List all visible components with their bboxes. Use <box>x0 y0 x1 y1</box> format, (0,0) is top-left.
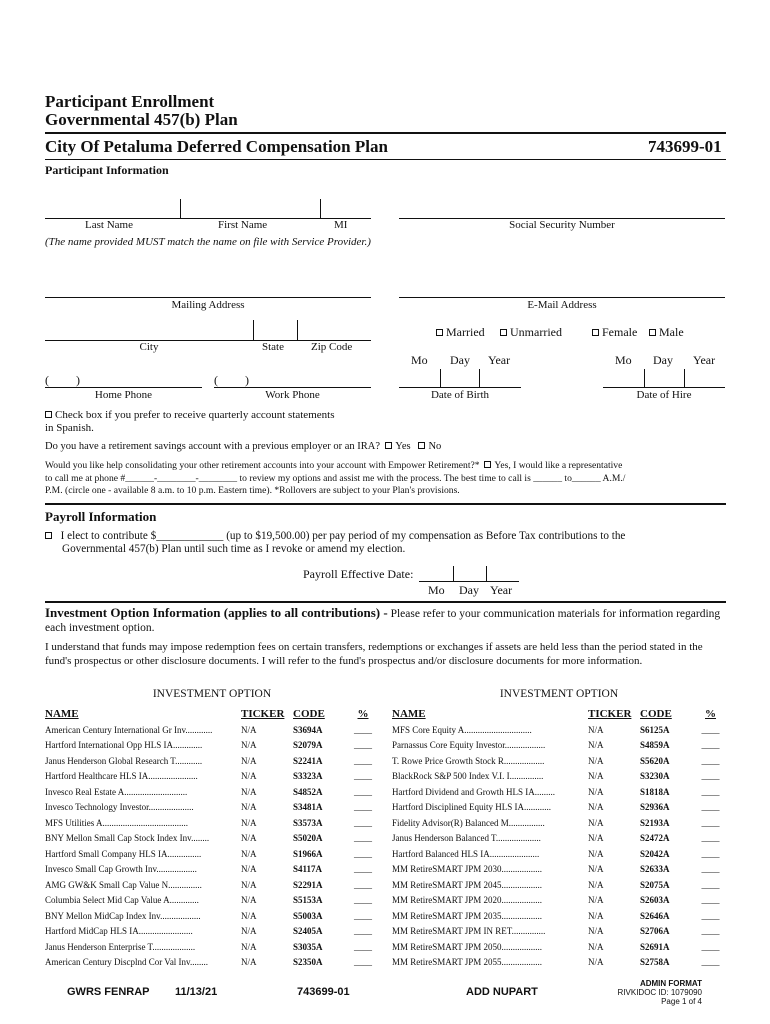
fund-code: S2758A <box>640 957 670 968</box>
consolidate-block <box>45 460 730 498</box>
fund-percent-input[interactable]: ____ <box>354 864 372 875</box>
table-row <box>392 955 726 971</box>
effective-year-label: Year <box>490 583 513 597</box>
fund-ticker: N/A <box>588 864 604 875</box>
fund-ticker: N/A <box>241 755 257 766</box>
table-row <box>392 769 726 785</box>
effective-date-divider <box>486 566 487 581</box>
fund-ticker: N/A <box>588 957 604 968</box>
fund-name: MM RetireSMART JPM 2020.................. <box>392 895 543 906</box>
consolidate-yes-label: Yes, I would like a representative <box>494 460 623 471</box>
fund-code: S2193A <box>640 817 670 828</box>
fund-code: S2691A <box>640 941 670 952</box>
fund-percent-input[interactable]: ____ <box>354 724 372 735</box>
effective-mo-label: Mo <box>428 583 445 597</box>
dob-divider <box>440 369 441 387</box>
fund-code: S5153A <box>293 895 323 906</box>
fund-ticker: N/A <box>241 926 257 937</box>
state-divider <box>297 320 298 340</box>
mailing-address-label: Mailing Address <box>171 299 245 311</box>
spanish-checkbox[interactable] <box>45 411 52 418</box>
fund-ticker: N/A <box>588 802 604 813</box>
consolidate-question: Would you like help consolidating your other retirement accounts into your account with Empower Retirement?* <box>45 460 480 471</box>
dob-day-label: Day <box>450 353 470 367</box>
contribute-text-2: Governmental 457(b) Plan until such time as I revoke or amend my election. <box>62 543 406 555</box>
fund-code: S2075A <box>640 879 670 890</box>
fund-name: Hartford Small Company HLS IA............... <box>45 848 202 859</box>
footer-admin-format: ADMIN FORMAT <box>639 979 702 988</box>
fund-name: BNY Mellon MidCap Index Inv.................. <box>45 910 201 921</box>
fund-code: S2241A <box>293 755 323 766</box>
fund-ticker: N/A <box>241 786 257 797</box>
fund-name: Hartford Disciplined Equity HLS IA............ <box>392 802 551 813</box>
fund-percent-input[interactable]: ____ <box>701 879 720 890</box>
last-name-label: Last Name <box>85 219 133 231</box>
table-row <box>45 784 378 800</box>
fund-percent-input[interactable]: ____ <box>701 910 720 921</box>
fund-percent-input[interactable]: ____ <box>354 895 372 906</box>
contribute-text: I elect to contribute $____________ (up to $19,500.00) per pay period of my compensation as Before Tax contributions to the <box>60 530 626 542</box>
fund-percent-input[interactable]: ____ <box>354 740 372 751</box>
dob-label: Date of Birth <box>430 389 490 401</box>
fund-percent-input[interactable]: ____ <box>701 724 720 735</box>
col-pct: % <box>705 708 716 720</box>
table-row <box>45 893 378 909</box>
married-option[interactable] <box>436 325 485 340</box>
footer-doc-id: RIVKIDOC ID: 1079090 <box>617 988 702 997</box>
fund-code: S2936A <box>640 802 670 813</box>
spanish-option[interactable] <box>45 409 335 435</box>
married-checkbox[interactable] <box>436 329 443 336</box>
fund-name: American Century International Gr Inv............ <box>45 724 213 735</box>
work-phone-label: Work Phone <box>265 389 320 401</box>
table-row <box>392 738 726 754</box>
fund-name: Invesco Technology Investor.................... <box>45 802 194 813</box>
doh-line[interactable] <box>603 387 725 388</box>
fund-ticker: N/A <box>588 817 604 828</box>
table-row <box>45 722 378 738</box>
ira-question: Do you have a retirement savings account with a previous employer or an IRA? <box>45 441 381 452</box>
col-code: CODE <box>640 708 672 720</box>
fund-percent-input[interactable]: ____ <box>701 895 720 906</box>
fund-code: S1966A <box>293 848 323 859</box>
fund-code: S5003A <box>293 910 323 921</box>
home-phone-label: Home Phone <box>94 389 153 401</box>
dob-line[interactable] <box>399 387 521 388</box>
fund-ticker: N/A <box>588 833 604 844</box>
fund-code: S1818A <box>640 786 670 797</box>
effective-date-label: Payroll Effective Date: <box>303 567 414 581</box>
table-row <box>392 846 726 862</box>
table-row <box>392 893 726 909</box>
ira-no-checkbox[interactable] <box>418 442 425 449</box>
fund-code: S3035A <box>293 941 323 952</box>
fund-ticker: N/A <box>241 957 257 968</box>
state-label: State <box>262 341 284 353</box>
fund-code: S5020A <box>293 833 323 844</box>
fund-percent-input[interactable]: ____ <box>701 771 720 782</box>
investment-rule <box>45 601 726 603</box>
effective-date-line[interactable] <box>419 581 519 582</box>
fund-percent-input[interactable]: ____ <box>354 755 372 766</box>
ira-yes-label: Yes <box>395 441 411 452</box>
fund-percent-input[interactable]: ____ <box>354 833 372 844</box>
home-phone-area-code[interactable]: ( ) <box>45 373 80 387</box>
fund-code: S3481A <box>293 802 323 813</box>
email-label: E-Mail Address <box>527 299 597 311</box>
plan-rule <box>45 159 726 160</box>
fund-percent-input[interactable]: ____ <box>701 848 720 859</box>
fund-name: MFS Utilities A...................................... <box>45 817 189 828</box>
table-row <box>45 877 378 893</box>
female-checkbox[interactable] <box>592 329 599 336</box>
fund-percent-input[interactable]: ____ <box>354 926 372 937</box>
fund-ticker: N/A <box>241 802 257 813</box>
fund-ticker: N/A <box>241 833 257 844</box>
footer-page-number: Page 1 of 4 <box>661 997 702 1006</box>
fund-code: S2079A <box>293 740 323 751</box>
table-row <box>45 908 378 924</box>
fund-ticker: N/A <box>241 771 257 782</box>
col-code: CODE <box>293 708 325 720</box>
fund-name: BNY Mellon Small Cap Stock Index Inv........ <box>45 833 210 844</box>
table-row <box>392 908 726 924</box>
fund-percent-input[interactable]: ____ <box>354 771 372 782</box>
fund-name: American Century Discplnd Cor Val Inv........ <box>45 957 208 968</box>
fund-ticker: N/A <box>588 941 604 952</box>
fund-code: S2646A <box>640 910 670 921</box>
fund-ticker: N/A <box>241 817 257 828</box>
fund-name: Invesco Real Estate A............................ <box>45 786 188 797</box>
table-row <box>45 939 378 955</box>
fund-ticker: N/A <box>241 740 257 751</box>
fund-percent-input[interactable]: ____ <box>354 848 372 859</box>
fund-code: S2405A <box>293 926 323 937</box>
work-phone-line[interactable] <box>214 387 371 388</box>
table-row <box>45 924 378 940</box>
unmarried-option[interactable] <box>500 325 562 340</box>
fund-name: Hartford MidCap HLS IA........................ <box>45 926 193 937</box>
form-subtitle: Governmental 457(b) Plan <box>45 110 238 129</box>
consolidate-yes-checkbox[interactable] <box>484 461 491 468</box>
table-row <box>45 846 378 862</box>
unmarried-label: Unmarried <box>510 325 562 339</box>
fund-name: MM RetireSMART JPM 2050.................. <box>392 941 543 952</box>
fund-ticker: N/A <box>241 724 257 735</box>
fund-code: S2472A <box>640 833 670 844</box>
investment-table-left <box>45 706 378 970</box>
fund-code: S2603A <box>640 895 670 906</box>
fund-name: BlackRock S&P 500 Index V.I. I............... <box>392 771 544 782</box>
fund-code: S3573A <box>293 817 323 828</box>
fund-code: S3323A <box>293 771 323 782</box>
table-row <box>45 753 378 769</box>
fund-ticker: N/A <box>588 786 604 797</box>
footer-plan-number: 743699-01 <box>297 986 350 998</box>
work-phone-area-code[interactable]: ( ) <box>214 373 249 387</box>
fund-percent-input[interactable]: ____ <box>354 957 372 968</box>
fund-name: Janus Henderson Balanced T.................... <box>392 833 541 844</box>
fund-percent-input[interactable]: ____ <box>701 802 720 813</box>
consolidate-phone-line[interactable]: to call me at phone #______-________-________ to review my options and assist me with the process. The best time to call is ______ to______ A.M./ <box>45 472 626 484</box>
zip-label: Zip Code <box>311 341 353 353</box>
plan-name: City Of Petaluma Deferred Compensation Plan <box>45 137 388 156</box>
fund-code: S3230A <box>640 771 670 782</box>
fund-code: S3694A <box>293 724 323 735</box>
participant-section-title: Participant Information <box>45 163 169 177</box>
mi-label: MI <box>334 219 348 231</box>
fund-ticker: N/A <box>241 864 257 875</box>
right-table-title: INVESTMENT OPTION <box>499 688 619 700</box>
name-note: (The name provided MUST match the name on file with Service Provider.) <box>45 236 371 248</box>
fees-note: I understand that funds may impose redemption fees on certain transfers, redemptions or exchanges if assets are held less than the period stated in the fund's prospectus or other disclosure documents. I will refer to the fund's prospectus and/or disclosure documents for more information. <box>45 641 703 667</box>
city-label: City <box>139 341 159 353</box>
first-name-label: First Name <box>218 219 268 231</box>
fund-percent-input[interactable]: ____ <box>701 817 720 828</box>
fund-name: Janus Henderson Global Research T............ <box>45 755 203 766</box>
fund-code: S2633A <box>640 864 670 875</box>
table-row <box>45 815 378 831</box>
col-ticker: TICKER <box>588 708 632 720</box>
fund-name: MM RetireSMART JPM 2035.................. <box>392 910 543 921</box>
fund-name: AMG GW&K Small Cap Value N............... <box>45 879 202 890</box>
fund-name: Janus Henderson Enterprise T................... <box>45 941 196 952</box>
fund-percent-input[interactable]: ____ <box>354 817 372 828</box>
fund-ticker: N/A <box>588 910 604 921</box>
fund-percent-input[interactable]: ____ <box>701 740 720 751</box>
fund-name: Parnassus Core Equity Investor.................. <box>392 740 546 751</box>
payroll-rule <box>45 503 726 505</box>
fund-ticker: N/A <box>588 926 604 937</box>
city-divider <box>253 320 254 340</box>
fund-code: S2291A <box>293 879 323 890</box>
fund-name: Invesco Small Cap Growth Inv.................. <box>45 864 197 875</box>
fund-code: S2042A <box>640 848 670 859</box>
male-label: Male <box>659 325 684 339</box>
fund-ticker: N/A <box>588 848 604 859</box>
fund-ticker: N/A <box>241 848 257 859</box>
fund-ticker: N/A <box>241 879 257 890</box>
ira-no-label: No <box>428 441 442 452</box>
unmarried-checkbox[interactable] <box>500 329 507 336</box>
ssn-label: Social Security Number <box>509 219 615 231</box>
fund-name: Hartford Balanced HLS IA...................... <box>392 848 540 859</box>
fund-ticker: N/A <box>588 740 604 751</box>
table-row <box>392 753 726 769</box>
fund-name: MM RetireSMART JPM 2055.................. <box>392 957 543 968</box>
ira-question-row <box>45 441 441 452</box>
fund-code: S4852A <box>293 786 323 797</box>
investment-intro <box>45 606 730 635</box>
email-line[interactable] <box>399 297 725 298</box>
dob-year-label: Year <box>488 353 511 367</box>
fund-name: MM RetireSMART JPM 2030.................. <box>392 864 543 875</box>
fund-name: MM RetireSMART JPM 2045.................. <box>392 879 543 890</box>
fund-code: S2350A <box>293 957 323 968</box>
table-row <box>392 877 726 893</box>
doh-label: Date of Hire <box>636 389 692 401</box>
fund-code: S4859A <box>640 740 670 751</box>
doh-divider <box>684 369 685 387</box>
table-row <box>392 862 726 878</box>
table-row <box>392 722 726 738</box>
male-checkbox[interactable] <box>649 329 656 336</box>
table-row <box>392 784 726 800</box>
footer-form-id: GWRS FENRAP <box>67 986 150 998</box>
table-row <box>45 738 378 754</box>
fund-percent-input[interactable]: ____ <box>354 879 372 890</box>
fund-ticker: N/A <box>588 895 604 906</box>
left-table-title: INVESTMENT OPTION <box>152 688 272 700</box>
effective-day-label: Day <box>459 583 479 597</box>
footer-admin-block <box>580 979 702 1006</box>
doh-mo-label: Mo <box>615 353 632 367</box>
header-rule <box>45 132 726 134</box>
fund-percent-input[interactable]: ____ <box>354 786 372 797</box>
table-row <box>45 831 378 847</box>
investment-section-title: Investment Option Information (applies to all contributions) - <box>45 605 388 620</box>
fund-percent-input[interactable]: ____ <box>354 910 372 921</box>
fund-code: S5620A <box>640 755 670 766</box>
table-row <box>392 800 726 816</box>
effective-date-divider <box>453 566 454 581</box>
male-option[interactable] <box>649 325 684 340</box>
fund-ticker: N/A <box>241 910 257 921</box>
investment-intro-text: Please refer to your communication materials for information regarding each investment option. <box>45 608 721 634</box>
table-row <box>392 831 726 847</box>
table-row <box>392 924 726 940</box>
payroll-section-title: Payroll Information <box>45 509 157 524</box>
fund-percent-input[interactable]: ____ <box>701 786 720 797</box>
name-divider <box>180 199 181 218</box>
fund-percent-input[interactable]: ____ <box>701 864 720 875</box>
fund-percent-input[interactable]: ____ <box>701 926 720 937</box>
table-row <box>392 815 726 831</box>
fund-name: Hartford International Opp HLS IA............. <box>45 740 203 751</box>
spanish-label: Check box if you prefer to receive quarterly account statements in Spanish. <box>45 409 335 434</box>
table-row <box>45 955 378 971</box>
mailing-address-line[interactable] <box>45 297 371 298</box>
fund-code: S4117A <box>293 864 323 875</box>
fund-percent-input[interactable]: ____ <box>701 957 720 968</box>
contribute-checkbox[interactable] <box>45 532 52 539</box>
fund-code: S2706A <box>640 926 670 937</box>
fund-percent-input[interactable]: ____ <box>701 941 720 952</box>
fund-name: MM RetireSMART JPM IN RET............... <box>392 926 546 937</box>
doh-divider <box>644 369 645 387</box>
female-label: Female <box>602 325 638 339</box>
fund-name: Columbia Select Mid Cap Value A............. <box>45 895 199 906</box>
fund-name: Hartford Healthcare HLS IA...................... <box>45 771 198 782</box>
table-row <box>45 800 378 816</box>
col-name: NAME <box>45 708 79 720</box>
married-label: Married <box>446 325 485 339</box>
plan-number: 743699-01 <box>648 137 722 156</box>
fund-ticker: N/A <box>588 724 604 735</box>
table-row <box>45 862 378 878</box>
col-pct: % <box>357 708 369 720</box>
dob-mo-label: Mo <box>411 353 428 367</box>
fund-percent-input[interactable]: ____ <box>701 755 720 766</box>
name-divider <box>320 199 321 218</box>
doh-year-label: Year <box>693 353 716 367</box>
fund-ticker: N/A <box>588 771 604 782</box>
contribute-block[interactable] <box>45 530 730 556</box>
dob-divider <box>479 369 480 387</box>
fund-percent-input[interactable]: ____ <box>354 802 372 813</box>
fund-ticker: N/A <box>241 895 257 906</box>
ira-yes-checkbox[interactable] <box>385 442 392 449</box>
fund-ticker: N/A <box>588 879 604 890</box>
footer-add-nupart: ADD NUPART <box>466 986 538 998</box>
col-name: NAME <box>392 708 426 720</box>
fund-name: Hartford Dividend and Growth HLS IA......... <box>392 786 555 797</box>
fund-percent-input[interactable]: ____ <box>354 941 372 952</box>
fund-ticker: N/A <box>241 941 257 952</box>
female-option[interactable] <box>592 325 637 340</box>
fund-name: T. Rowe Price Growth Stock R.................. <box>392 755 545 766</box>
col-ticker: TICKER <box>241 708 285 720</box>
table-row <box>392 939 726 955</box>
fund-ticker: N/A <box>588 755 604 766</box>
fund-name: Fidelity Advisor(R) Balanced M................ <box>392 817 545 828</box>
form-title: Participant Enrollment <box>45 92 215 111</box>
fund-code: S6125A <box>640 724 670 735</box>
investment-table-right <box>392 706 726 970</box>
doh-day-label: Day <box>653 353 673 367</box>
consolidate-note: P.M. (circle one - available 8 a.m. to 10 p.m. Eastern time). *Rollovers are subject to your Plan's provisions. <box>45 485 460 496</box>
home-phone-line[interactable] <box>45 387 202 388</box>
fund-name: MFS Core Equity A.............................. <box>392 724 532 735</box>
table-row <box>45 769 378 785</box>
fund-percent-input[interactable]: ____ <box>701 833 720 844</box>
footer-date: 11/13/21 <box>175 986 218 998</box>
